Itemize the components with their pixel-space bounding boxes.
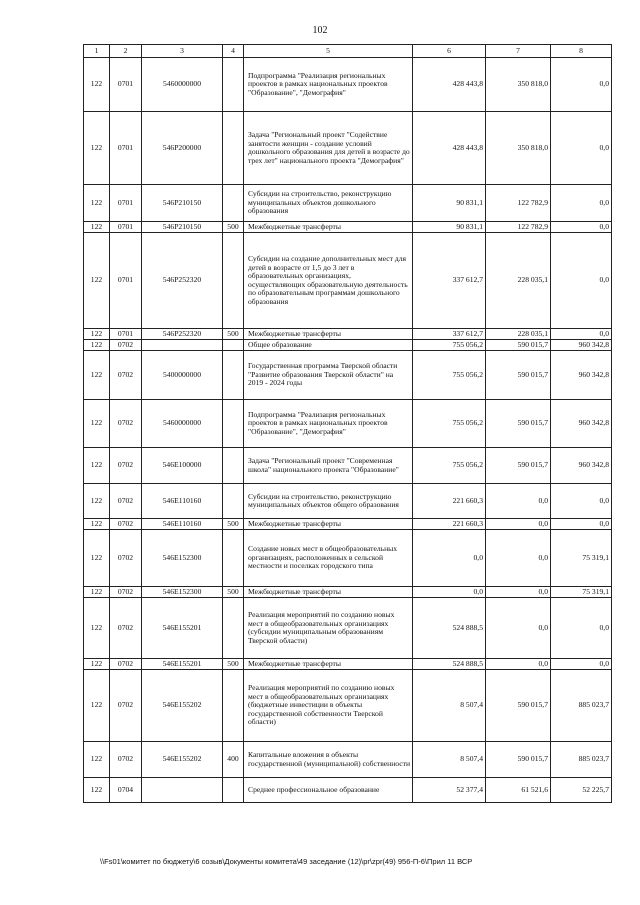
- expense-type-cell: [223, 233, 244, 329]
- table-row: [84, 448, 612, 484]
- amount-2020-cell: 755 056,2: [413, 448, 486, 484]
- amount-2021-cell: 0,0: [486, 530, 551, 587]
- amount-2020-cell: 8 507,4: [413, 742, 486, 778]
- amount-2022-cell: 0,0: [551, 112, 612, 185]
- table-header-row: [84, 45, 612, 58]
- section-code-cell: 0702: [110, 598, 142, 659]
- amount-2021-cell: 590 015,7: [486, 400, 551, 448]
- table-row: [84, 598, 612, 659]
- target-article-cell: 546E155201: [142, 659, 223, 670]
- target-article-cell: 546E155202: [142, 742, 223, 778]
- ministry-code-cell: 122: [84, 659, 110, 670]
- expense-type-cell: 500: [223, 222, 244, 233]
- table-row: [84, 351, 612, 400]
- amount-2022-cell: 885 023,7: [551, 742, 612, 778]
- expense-type-cell: [223, 448, 244, 484]
- amount-2020-cell: 90 831,1: [413, 185, 486, 222]
- expense-type-cell: 500: [223, 587, 244, 598]
- table-row: [84, 587, 612, 598]
- amount-2021-cell: 590 015,7: [486, 742, 551, 778]
- amount-2020-cell: 428 443,8: [413, 112, 486, 185]
- amount-2022-cell: 75 319,1: [551, 587, 612, 598]
- ministry-code-cell: 122: [84, 185, 110, 222]
- amount-2020-cell: 524 888,5: [413, 659, 486, 670]
- expense-type-cell: 500: [223, 329, 244, 340]
- budget-table: [83, 44, 612, 803]
- ministry-code-cell: 122: [84, 351, 110, 400]
- target-article-cell: 5400000000: [142, 351, 223, 400]
- table-row: [84, 670, 612, 742]
- amount-2021-cell: 0,0: [486, 484, 551, 519]
- amount-2020-cell: 755 056,2: [413, 340, 486, 351]
- table-row: [84, 400, 612, 448]
- target-article-cell: 546P210150: [142, 185, 223, 222]
- ministry-code-cell: 122: [84, 448, 110, 484]
- section-code-cell: 0701: [110, 112, 142, 185]
- amount-2022-cell: 960 342,8: [551, 448, 612, 484]
- amount-2020-cell: 52 377,4: [413, 778, 486, 803]
- table-row: [84, 659, 612, 670]
- header-cell: 2: [110, 45, 142, 58]
- file-path-footer: \\Fs01\комитет по бюджету\6 созыв\Документы комитета\49 заседание (12)\pr\zpr(49) 956-П-6\Прил 11 ВСР: [100, 857, 473, 866]
- expense-type-cell: 400: [223, 742, 244, 778]
- amount-2021-cell: 590 015,7: [486, 448, 551, 484]
- table-row: [84, 58, 612, 112]
- section-code-cell: 0702: [110, 742, 142, 778]
- page-number: 102: [312, 25, 328, 36]
- header-cell: 8: [551, 45, 612, 58]
- ministry-code-cell: 122: [84, 329, 110, 340]
- amount-2022-cell: 0,0: [551, 659, 612, 670]
- amount-2021-cell: 228 035,1: [486, 233, 551, 329]
- section-code-cell: 0704: [110, 778, 142, 803]
- section-code-cell: 0701: [110, 185, 142, 222]
- amount-2021-cell: 0,0: [486, 587, 551, 598]
- table-row: [84, 484, 612, 519]
- expense-type-cell: [223, 778, 244, 803]
- item-name-cell: Межбюджетные трансферты: [244, 222, 413, 233]
- section-code-cell: 0702: [110, 484, 142, 519]
- ministry-code-cell: 122: [84, 222, 110, 233]
- target-article-cell: 546E110160: [142, 484, 223, 519]
- item-name-cell: Реализация мероприятий по созданию новых мест в общеобразовательных организациях (бюджетные инвестиции в объекты государственной собственности Тверской области): [244, 670, 413, 742]
- section-code-cell: 0702: [110, 587, 142, 598]
- ministry-code-cell: 122: [84, 742, 110, 778]
- table-row: [84, 742, 612, 778]
- ministry-code-cell: 122: [84, 233, 110, 329]
- expense-type-cell: [223, 598, 244, 659]
- ministry-code-cell: 122: [84, 519, 110, 530]
- ministry-code-cell: 122: [84, 778, 110, 803]
- target-article-cell: 546P252320: [142, 233, 223, 329]
- expense-type-cell: 500: [223, 659, 244, 670]
- expense-type-cell: [223, 112, 244, 185]
- amount-2020-cell: 755 056,2: [413, 400, 486, 448]
- target-article-cell: 546E155202: [142, 670, 223, 742]
- header-cell: 3: [142, 45, 223, 58]
- table-row: [84, 233, 612, 329]
- amount-2022-cell: 75 319,1: [551, 530, 612, 587]
- item-name-cell: Реализация мероприятий по созданию новых мест в общеобразовательных организациях (субсидии муниципальным образованиям Тверской области): [244, 598, 413, 659]
- section-code-cell: 0702: [110, 340, 142, 351]
- amount-2021-cell: 590 015,7: [486, 340, 551, 351]
- amount-2021-cell: 122 782,9: [486, 222, 551, 233]
- table-row: [84, 329, 612, 340]
- amount-2020-cell: 0,0: [413, 530, 486, 587]
- amount-2022-cell: 960 342,8: [551, 351, 612, 400]
- amount-2020-cell: 524 888,5: [413, 598, 486, 659]
- amount-2020-cell: 755 056,2: [413, 351, 486, 400]
- target-article-cell: 546E100000: [142, 448, 223, 484]
- expense-type-cell: [223, 400, 244, 448]
- amount-2020-cell: 90 831,1: [413, 222, 486, 233]
- table-row: [84, 530, 612, 587]
- amount-2022-cell: 885 023,7: [551, 670, 612, 742]
- table-row: [84, 222, 612, 233]
- expense-type-cell: 500: [223, 519, 244, 530]
- target-article-cell: 546E155201: [142, 598, 223, 659]
- amount-2022-cell: 0,0: [551, 233, 612, 329]
- table-row: [84, 519, 612, 530]
- amount-2020-cell: 8 507,4: [413, 670, 486, 742]
- item-name-cell: Субсидии на строительство, реконструкцию муниципальных объектов общего образования: [244, 484, 413, 519]
- amount-2021-cell: 590 015,7: [486, 351, 551, 400]
- amount-2020-cell: 0,0: [413, 587, 486, 598]
- item-name-cell: Межбюджетные трансферты: [244, 519, 413, 530]
- expense-type-cell: [223, 530, 244, 587]
- section-code-cell: 0702: [110, 519, 142, 530]
- section-code-cell: 0702: [110, 670, 142, 742]
- item-name-cell: Задача "Региональный проект "Современная школа" национального проекта "Образование": [244, 448, 413, 484]
- section-code-cell: 0701: [110, 58, 142, 112]
- amount-2022-cell: 960 342,8: [551, 400, 612, 448]
- amount-2020-cell: 221 660,3: [413, 519, 486, 530]
- amount-2021-cell: 0,0: [486, 598, 551, 659]
- table-row: [84, 112, 612, 185]
- item-name-cell: Капитальные вложения в объекты государственной (муниципальной) собственности: [244, 742, 413, 778]
- amount-2022-cell: 0,0: [551, 185, 612, 222]
- ministry-code-cell: 122: [84, 112, 110, 185]
- amount-2021-cell: 350 818,0: [486, 112, 551, 185]
- amount-2020-cell: 337 612,7: [413, 329, 486, 340]
- ministry-code-cell: 122: [84, 670, 110, 742]
- header-cell: 4: [223, 45, 244, 58]
- amount-2021-cell: 590 015,7: [486, 670, 551, 742]
- item-name-cell: Среднее профессиональное образование: [244, 778, 413, 803]
- amount-2021-cell: 122 782,9: [486, 185, 551, 222]
- expense-type-cell: [223, 340, 244, 351]
- item-name-cell: Задача "Региональный проект "Содействие занятости женщин - создание условий дошкольного образования для детей в возрасте до трех лет" национального проекта "Демография": [244, 112, 413, 185]
- target-article-cell: [142, 778, 223, 803]
- ministry-code-cell: 122: [84, 484, 110, 519]
- amount-2022-cell: 0,0: [551, 222, 612, 233]
- item-name-cell: Общее образование: [244, 340, 413, 351]
- expense-type-cell: [223, 58, 244, 112]
- expense-type-cell: [223, 670, 244, 742]
- section-code-cell: 0702: [110, 659, 142, 670]
- section-code-cell: 0702: [110, 448, 142, 484]
- table-row: [84, 340, 612, 351]
- section-code-cell: 0702: [110, 530, 142, 587]
- expense-type-cell: [223, 351, 244, 400]
- section-code-cell: 0701: [110, 233, 142, 329]
- header-cell: 6: [413, 45, 486, 58]
- amount-2022-cell: 0,0: [551, 329, 612, 340]
- item-name-cell: Межбюджетные трансферты: [244, 659, 413, 670]
- header-cell: 5: [244, 45, 413, 58]
- amount-2022-cell: 0,0: [551, 598, 612, 659]
- amount-2021-cell: 0,0: [486, 519, 551, 530]
- target-article-cell: 546P252320: [142, 329, 223, 340]
- target-article-cell: 5460000000: [142, 58, 223, 112]
- ministry-code-cell: 122: [84, 587, 110, 598]
- expense-type-cell: [223, 484, 244, 519]
- item-name-cell: Межбюджетные трансферты: [244, 587, 413, 598]
- ministry-code-cell: 122: [84, 58, 110, 112]
- section-code-cell: 0701: [110, 222, 142, 233]
- amount-2021-cell: 228 035,1: [486, 329, 551, 340]
- target-article-cell: 546E152300: [142, 587, 223, 598]
- amount-2022-cell: 52 225,7: [551, 778, 612, 803]
- amount-2022-cell: 0,0: [551, 484, 612, 519]
- ministry-code-cell: 122: [84, 530, 110, 587]
- item-name-cell: Государственная программа Тверской области "Развитие образования Тверской области" на 2019 - 2024 годы: [244, 351, 413, 400]
- item-name-cell: Субсидии на строительство, реконструкцию муниципальных объектов дошкольного образования: [244, 185, 413, 222]
- section-code-cell: 0702: [110, 400, 142, 448]
- ministry-code-cell: 122: [84, 400, 110, 448]
- table-row: [84, 185, 612, 222]
- target-article-cell: [142, 340, 223, 351]
- target-article-cell: 546P210150: [142, 222, 223, 233]
- amount-2022-cell: 0,0: [551, 519, 612, 530]
- amount-2021-cell: 350 818,0: [486, 58, 551, 112]
- item-name-cell: Подпрограмма "Реализация региональных проектов в рамках национальных проектов "Образование", "Демография": [244, 400, 413, 448]
- target-article-cell: 546P200000: [142, 112, 223, 185]
- item-name-cell: Создание новых мест в общеобразовательных организациях, расположенных в сельской местности и поселках городского типа: [244, 530, 413, 587]
- header-cell: 7: [486, 45, 551, 58]
- target-article-cell: 546E110160: [142, 519, 223, 530]
- item-name-cell: Подпрограмма "Реализация региональных проектов в рамках национальных проектов "Образование", "Демография": [244, 58, 413, 112]
- amount-2022-cell: 960 342,8: [551, 340, 612, 351]
- target-article-cell: 546E152300: [142, 530, 223, 587]
- header-cell: 1: [84, 45, 110, 58]
- section-code-cell: 0701: [110, 329, 142, 340]
- amount-2020-cell: 221 660,3: [413, 484, 486, 519]
- table-row: [84, 778, 612, 803]
- amount-2020-cell: 428 443,8: [413, 58, 486, 112]
- amount-2021-cell: 61 521,6: [486, 778, 551, 803]
- amount-2021-cell: 0,0: [486, 659, 551, 670]
- target-article-cell: 5460000000: [142, 400, 223, 448]
- item-name-cell: Межбюджетные трансферты: [244, 329, 413, 340]
- amount-2022-cell: 0,0: [551, 58, 612, 112]
- section-code-cell: 0702: [110, 351, 142, 400]
- ministry-code-cell: 122: [84, 340, 110, 351]
- amount-2020-cell: 337 612,7: [413, 233, 486, 329]
- ministry-code-cell: 122: [84, 598, 110, 659]
- item-name-cell: Субсидии на создание дополнительных мест для детей в возрасте от 1,5 до 3 лет в образовательных организациях, осуществляющих образовательную деятельность по образовательным программам дошкольного образования: [244, 233, 413, 329]
- expense-type-cell: [223, 185, 244, 222]
